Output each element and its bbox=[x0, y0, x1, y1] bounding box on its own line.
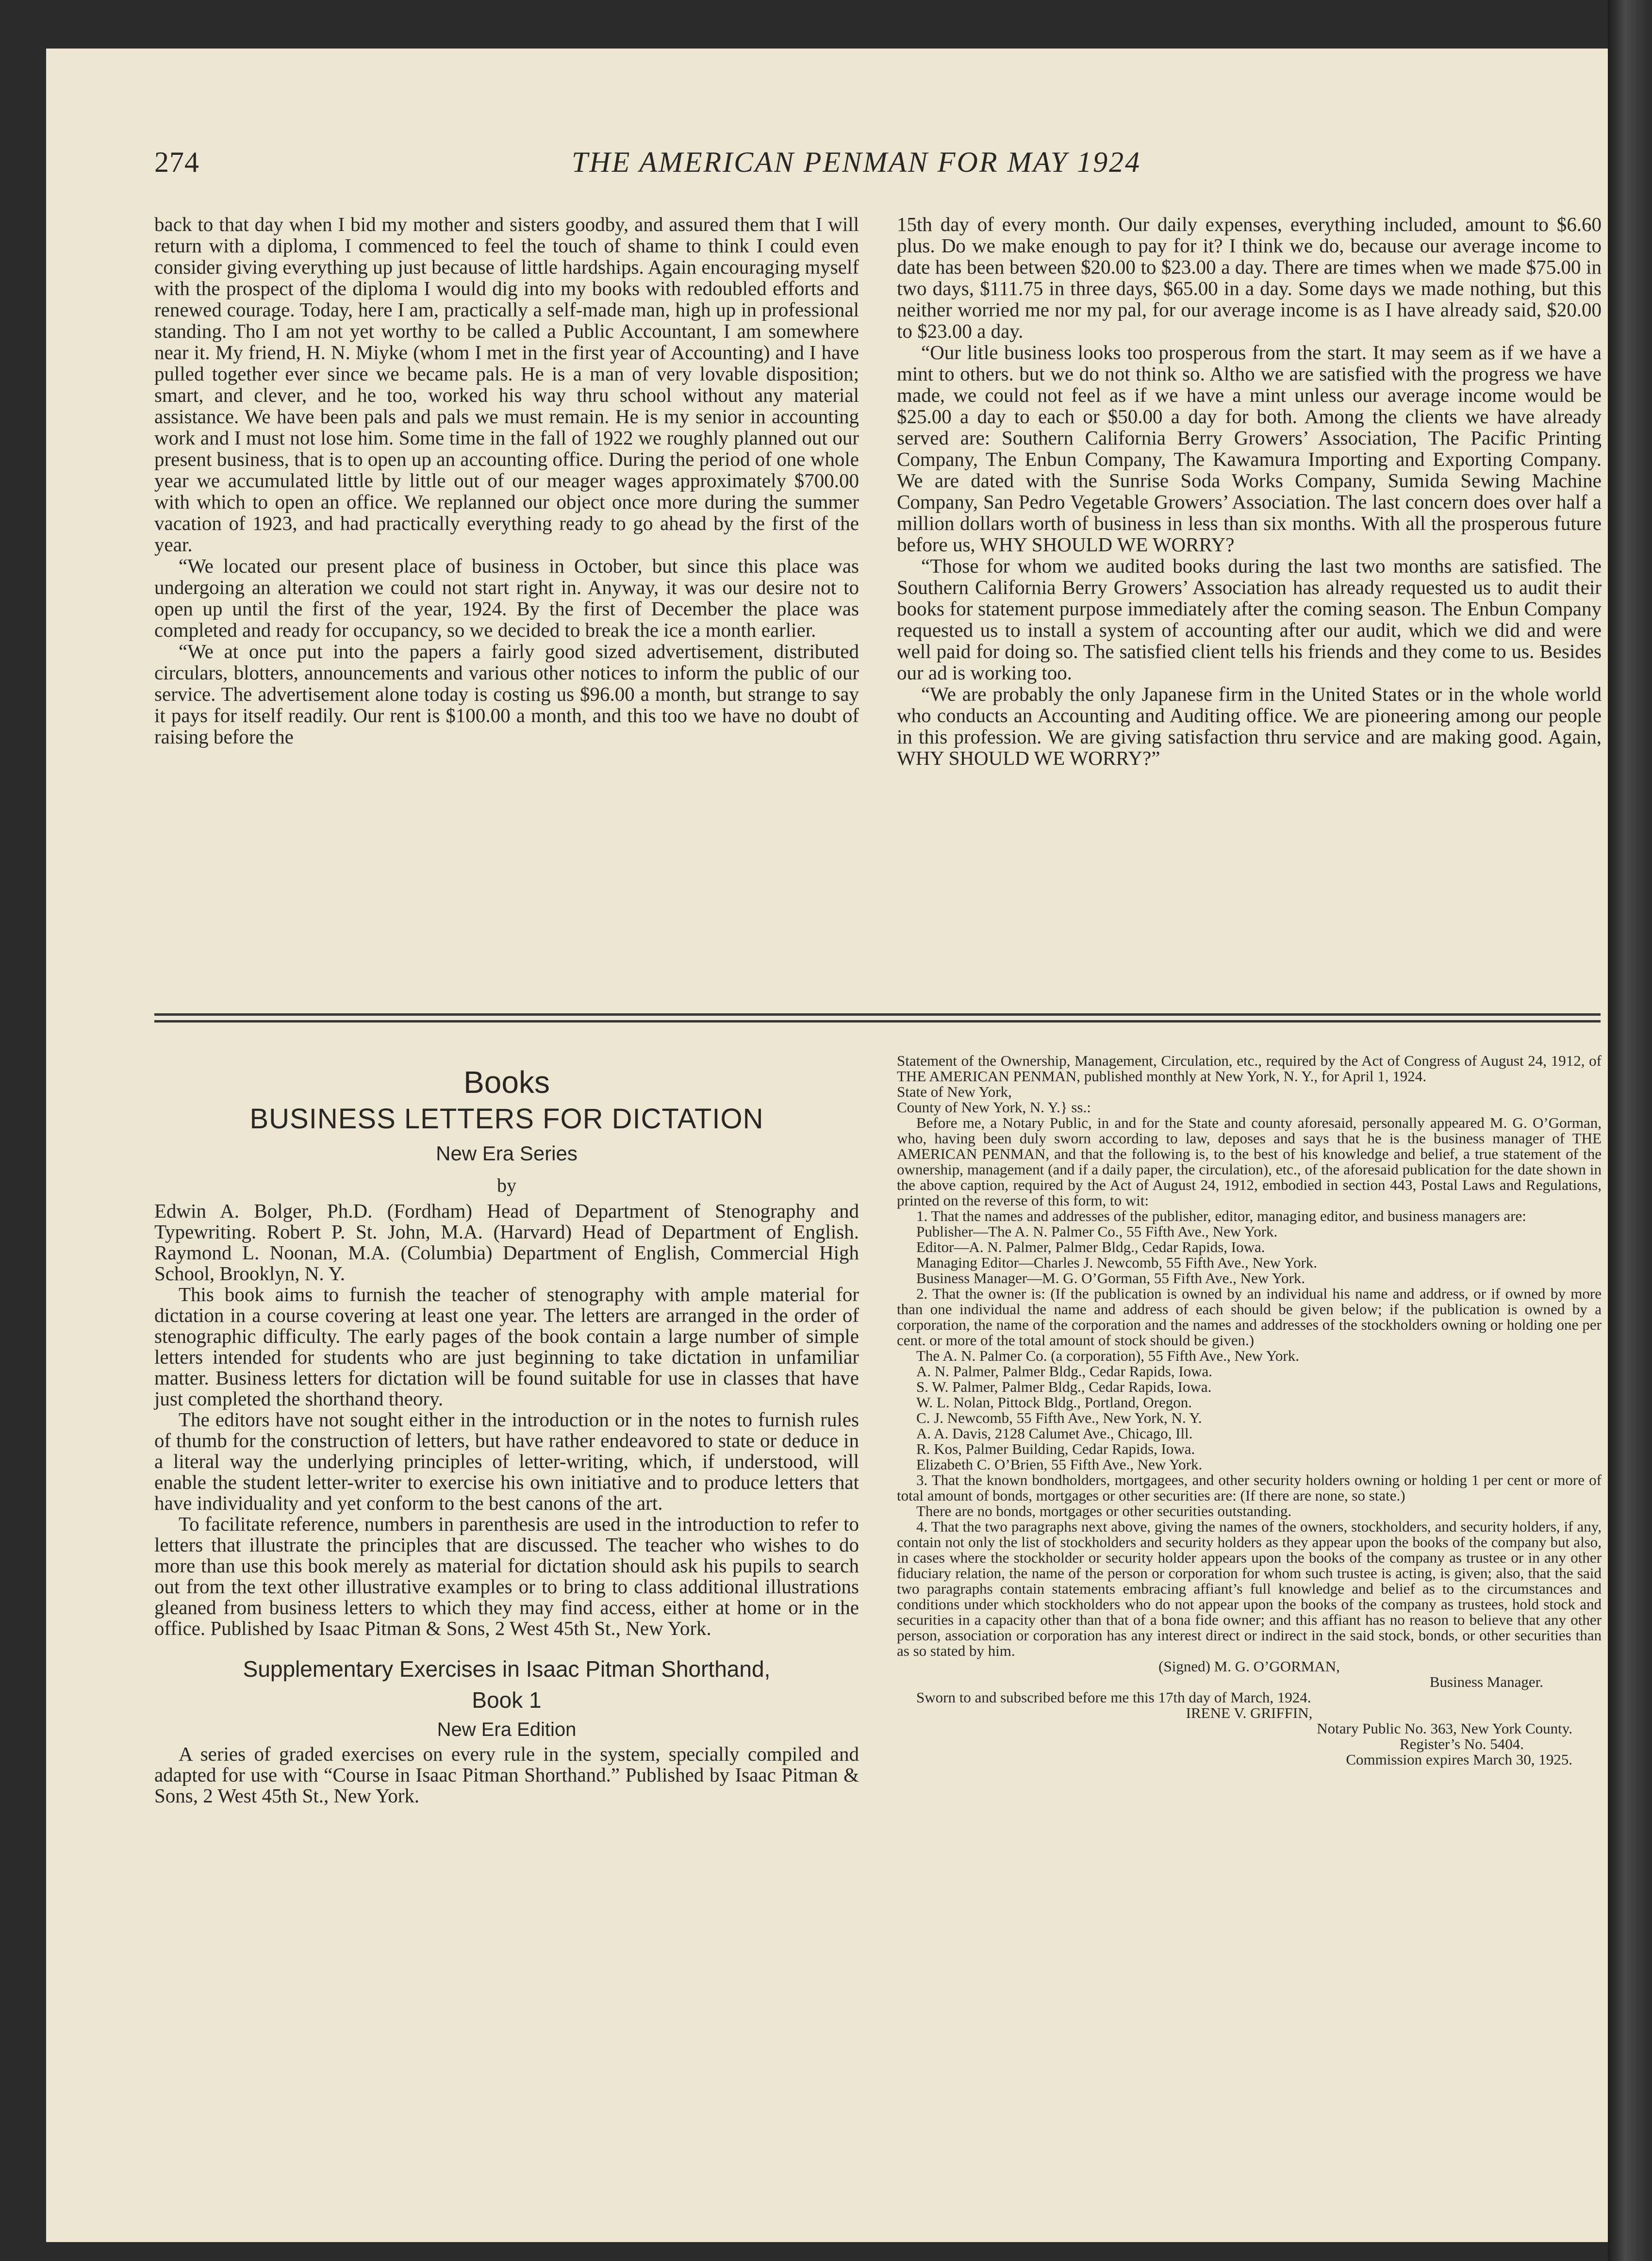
book-paragraph: This book aims to furnish the teacher of stenography with ample material for dictation in a course covering at least one year. The letters are arranged in the order of stenographic difficulty. The early pages of the book contain a large number of simple letters intended for students who are just beginning to take dictation in unfamiliar matter. Business letters for dictation will be found suitable for use in classes that have just completed the shorthand theory. bbox=[154, 1283, 859, 1410]
manager-line: Managing Editor—Charles J. Newcomb, 55 Fifth Ave., New York. bbox=[916, 1254, 1318, 1271]
owner-line: A. N. Palmer, Palmer Bldg., Cedar Rapids, Iowa. bbox=[916, 1363, 1213, 1380]
manager-line: Publisher—The A. N. Palmer Co., 55 Fifth Ave., New York. bbox=[916, 1223, 1278, 1240]
notary-line: Commission expires March 30, 1925. bbox=[1346, 1751, 1572, 1768]
statement-state: State of New York, bbox=[897, 1083, 1012, 1100]
book-paragraph: The editors have not sought either in the introduction or in the notes to furnish rules of thumb for the construction of letters, but have rather endeavored to state or deduce in a literal way the underlying principles of letter-writing, which, if understood, will enable the student letter-writer to exercise his own initiative and to produce letters that have individuality and yet conform to the best canons of the art. bbox=[154, 1408, 859, 1514]
book-edge-shadow bbox=[1608, 0, 1652, 2261]
manager-line: Editor—A. N. Palmer, Palmer Bldg., Cedar Rapids, Iowa. bbox=[916, 1238, 1265, 1255]
book-title: BUSINESS LETTERS FOR DICTATION bbox=[249, 1103, 764, 1135]
section-divider bbox=[154, 1020, 1601, 1023]
owner-line: C. J. Newcomb, 55 Fifth Ave., New York, N. Y. bbox=[916, 1409, 1202, 1426]
statement-item-4: 4. That the two paragraphs next above, giving the names of the owners, stockholders, and security holders, if any, contain not only the list of stockholders and security holders as they appear upon the books of the company but also, in cases where the stockholder or security holder appears upon the books of the company as trustee or in any other fiduciary relation, the name of the person or corporation for whom such trustee is acting, is given; also, that the said two paragraphs contain statements embracing affiant’s full knowledge and belief as to the circumstances and conditions under which stockholders who do not appear upon the books of the company as trustees, hold stock and securities in a capacity other than that of a bona fide owner; and this affiant has no reason to believe that any other person, association or corporation has any interest direct or indirect in the said stock, bonds, or other securities than as so stated by him. bbox=[897, 1518, 1602, 1659]
owner-line: S. W. Palmer, Palmer Bldg., Cedar Rapids, Iowa. bbox=[916, 1378, 1212, 1395]
running-title: THE AMERICAN PENMAN FOR MAY 1924 bbox=[572, 146, 1141, 178]
sworn-line: Sworn to and subscribed before me this 17th day of March, 1924. bbox=[916, 1689, 1311, 1706]
page-header bbox=[154, 146, 1416, 184]
ownership-statement bbox=[897, 1053, 1602, 1767]
article-paragraph: “Our litle business looks too prosperous from the start. It may seem as if we have a mint to others. but we do not think so. Altho we are satisfied with the progress we have made, we could not feel as if we have a mint unless our average income would be $25.00 a day to each or $50.00 a day for both. Among the clients we have already served are: Southern California Berry Growers’ Association, The Pacific Printing Company, The Enbun Company, The Kawamura Importing and Exporting Company. We are dated with the Sunrise Soda Works Company, Sumida Sewing Machine Company, San Pedro Vegetable Growers’ Association. The last concern does over half a million dollars worth of business in less than six months. With all the prosperous future before us, WHY SHOULD WE WORRY? bbox=[897, 341, 1602, 556]
signed-line: (Signed) M. G. O’GORMAN, bbox=[1158, 1658, 1340, 1675]
owner-line: A. A. Davis, 2128 Calumet Ave., Chicago, Ill. bbox=[916, 1425, 1193, 1442]
owner-line: W. L. Nolan, Pittock Bldg., Portland, Oregon. bbox=[916, 1394, 1192, 1411]
books-column bbox=[154, 1053, 859, 1806]
book-by: by bbox=[497, 1174, 516, 1196]
books-section-title: Books bbox=[463, 1065, 550, 1100]
statement-county: County of New York, N. Y.} ss.: bbox=[897, 1099, 1091, 1116]
owner-line: R. Kos, Palmer Building, Cedar Rapids, Iowa. bbox=[916, 1440, 1195, 1457]
book-paragraph: To facilitate reference, numbers in parenthesis are used in the introduction to refer to letters that illustrate the principles that are discussed. The teacher who wishes to do more than use this book merely as material for dictation should ask his pupils to search out from the text other illustrative examples or to bring to class additional illustrations gleaned from business letters to which they may find access, either at home or in the office. Published by Isaac Pitman & Sons, 2 West 45th St., New York. bbox=[154, 1513, 859, 1639]
statement-item-1: 1. That the names and addresses of the publisher, editor, managing editor, and business managers are: bbox=[916, 1207, 1526, 1224]
article-paragraph: “We are probably the only Japanese firm in the United States or in the whole world who conducts an Accounting and Auditing office. We are pioneering among our people in this profession. We are giving satisfaction thru service and are making good. Again, WHY SHOULD WE WORRY?” bbox=[897, 683, 1602, 769]
article-paragraph: back to that day when I bid my mother and sisters goodby, and assured them that I will return with a diploma, I commenced to feel the touch of shame to think I could even consider giving everything up just because of little hardships. Again encouraging myself with the prospect of the diploma I would dig into my books with redoubled efforts and renewed courage. Today, here I am, practically a self-made man, high up in professional standing. Tho I am not yet worthy to be called a Public Accountant, I am somewhere near it. My friend, H. N. Miyke (whom I met in the first year of Accounting) and I have pulled together ever since we became pals. He is a man of very lovable disposition; smart, and clever, and he too, worked his way thru school without any material assistance. We have been pals and pals we must remain. He is my senior in accounting work and I must not lose him. Some time in the fall of 1922 we roughly planned out our present business, that is to open up an accounting office. During the period of one whole year we accumulated little by little out of our meager wages approximately $700.00 with which to open an office. We replanned our object once more during the summer vacation of 1923, and had practically everything ready to go ahead by the first of the year. bbox=[154, 213, 859, 556]
article-paragraph: 15th day of every month. Our daily expenses, everything included, amount to $6.60 plus. Do we make enough to pay for it? I think we do, because our average income to date has been between $20.00 to $23.00 a day. There are times when we made $75.00 in two days, $111.75 in three days, $65.00 in a day. Some days we made nothing, but this neither worried me nor my pal, for our average income is as I have already said, $20.00 to $23.00 a day. bbox=[897, 213, 1602, 342]
owner-line: Elizabeth C. O’Brien, 55 Fifth Ave., New York. bbox=[916, 1456, 1203, 1473]
article-paragraph: “We at once put into the papers a fairly good sized advertisement, distributed circulars, blotters, announcements and various other notices to inform the public of our service. The advertisement alone today is costing us $96.00 a month, but strange to say it pays for itself readily. Our rent is $100.00 a month, and this too we have no doubt of raising before the bbox=[154, 640, 859, 748]
article-paragraph: “Those for whom we audited books during the last two months are satisfied. The Southern California Berry Growers’ Association has already requested us to audit their books for statement purpose immediately after the coming season. The Enbun Company requested us to install a system of accounting after our audit, which we did and were well paid for doing so. The satisfied client tells his friends and they come to us. Besides our ad is working too. bbox=[897, 555, 1602, 684]
statement-item-2: 2. That the owner is: (If the publication is owned by an individual his name and address, or if owned by more than one individual the name and address of each should be given below; if the publication is owned by a corporation, the name of the corporation and the names and addresses of the stockholders owning or holding one per cent. or more of the total amount of stock should be given.) bbox=[897, 1285, 1602, 1349]
article-left-column bbox=[154, 214, 859, 747]
book2-paragraph: A series of graded exercises on every rule in the system, specially compiled and adapted for use with “Course in Isaac Pitman Shorthand.” Published by Isaac Pitman & Sons, 2 West 45th St., New York. bbox=[154, 1743, 859, 1807]
signed-title: Business Manager. bbox=[1429, 1673, 1543, 1690]
page-number: 274 bbox=[154, 146, 199, 178]
book-authors: Edwin A. Bolger, Ph.D. (Fordham) Head of Department of Stenography and Typewriting. Robert P. St. John, M.A. (Harvard) Head of Department of English. Raymond L. Noonan, M.A. (Columbia) Department of English, Commercial High School, Brooklyn, N. Y. bbox=[154, 1200, 859, 1285]
article-paragraph: “We located our present place of business in October, but since this place was undergoing an alteration we could not start right in. Anyway, it was our desire not to open up until the first of the year, 1924. By the first of December the place was completed and ready for occupancy, so we decided to break the ice a month earlier. bbox=[154, 555, 859, 641]
book2-title-line2: Book 1 bbox=[472, 1687, 542, 1713]
book2-edition: New Era Edition bbox=[437, 1719, 577, 1740]
notary-line: Register’s No. 5404. bbox=[1399, 1735, 1524, 1752]
statement-item-3: 3. That the known bondholders, mortgagees, and other security holders owning or holding 1 per cent or more of total amount of bonds, mortgages or other securities are: (If there are none, so state.) bbox=[897, 1471, 1602, 1504]
notary-line: Notary Public No. 363, New York County. bbox=[1317, 1720, 1572, 1737]
book2-title: Supplementary Exercises in Isaac Pitman Shorthand, bbox=[243, 1656, 771, 1682]
statement-item-3b: There are no bonds, mortgages or other securities outstanding. bbox=[916, 1502, 1292, 1519]
statement-intro: Statement of the Ownership, Management, Circulation, etc., required by the Act of Congress of August 24, 1912, of THE AMERICAN PENMAN, published monthly at New York, N. Y., for April 1, 1924. bbox=[897, 1052, 1602, 1085]
book-series: New Era Series bbox=[436, 1142, 578, 1165]
notary-name: IRENE V. GRIFFIN, bbox=[1186, 1704, 1313, 1721]
manager-line: Business Manager—M. G. O’Gorman, 55 Fifth Ave., New York. bbox=[916, 1270, 1305, 1287]
statement-before-me: Before me, a Notary Public, in and for the State and county aforesaid, personally appeared M. G. O’Gorman, who, having been duly sworn according to law, deposes and says that he is the business manager of THE AMERICAN PENMAN, and that the following is, to the best of his knowledge and belief, a true statement of the ownership, management (and if a daily paper, the circulation), etc., of the aforesaid publication for the date shown in the above caption, required by the Act of August 24, 1912, embodied in section 443, Postal Laws and Regulations, printed on the reverse of this form, to wit: bbox=[897, 1114, 1602, 1209]
article-right-column bbox=[897, 214, 1602, 769]
section-divider bbox=[154, 1013, 1601, 1016]
owner-line: The A. N. Palmer Co. (a corporation), 55 Fifth Ave., New York. bbox=[916, 1347, 1299, 1364]
